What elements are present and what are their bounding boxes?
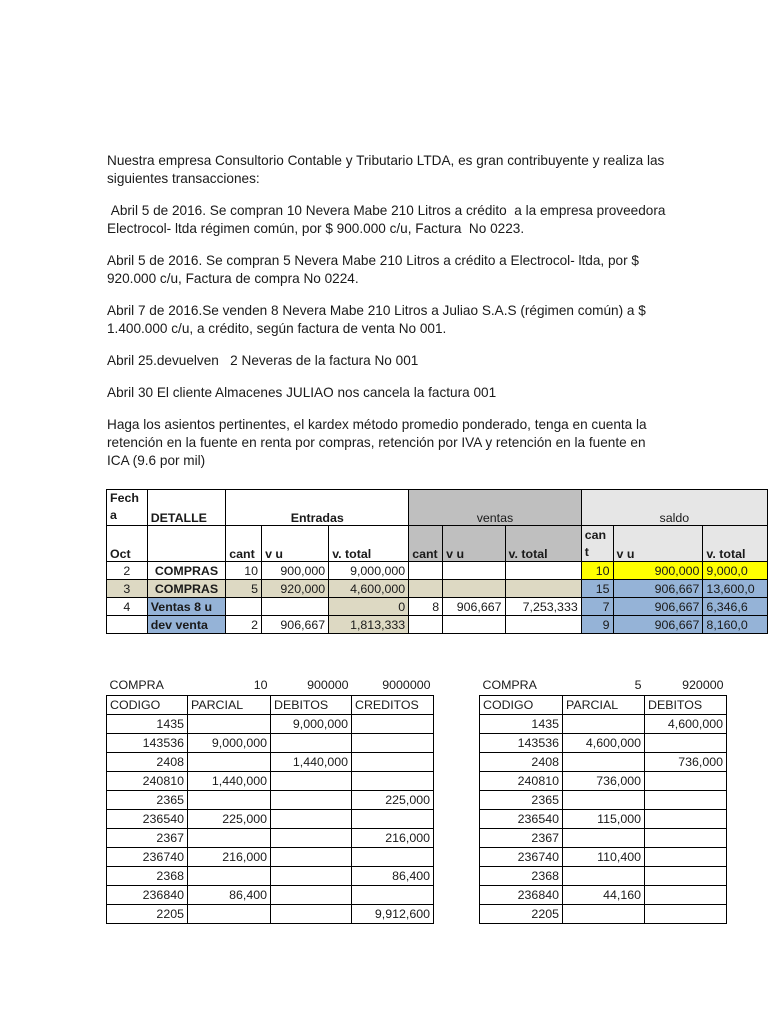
kardex-header-row-1 [107,490,768,526]
journal-row [480,771,727,790]
parcial-cell: 115,000 [563,809,645,828]
fecha-cell [107,616,148,634]
journal-header-row [107,695,434,714]
entradas-total-cell: 4,600,000 [329,580,409,598]
parcial-cell [563,904,645,923]
ventas-cant-cell [409,616,443,634]
header-saldo-cant: can t [581,526,613,562]
header-codigo: CODIGO [107,695,188,714]
parcial-cell [563,790,645,809]
journal-row [480,790,727,809]
fecha-cell: 3 [107,580,148,598]
journal-row [107,790,434,809]
journal-row [107,828,434,847]
journal-qty: 10 [188,676,271,695]
debitos-cell: 4,600,000 [645,714,727,733]
detalle-cell: dev venta [147,616,226,634]
codigo-cell: 2367 [480,828,563,847]
parcial-cell: 736,000 [563,771,645,790]
codigo-cell: 2408 [480,752,563,771]
debitos-cell [271,828,352,847]
kardex-row [107,598,768,616]
creditos-cell [352,714,434,733]
journal-title: COMPRA [480,676,563,695]
creditos-cell [352,733,434,752]
journal-row [480,847,727,866]
kardex-row [107,562,768,580]
creditos-cell: 216,000 [352,828,434,847]
parcial-cell [188,866,271,885]
codigo-cell: 236740 [480,847,563,866]
header-fecha: Fech a [107,490,148,526]
parcial-cell [563,866,645,885]
journal-total: 9000000 [352,676,434,695]
journal-title: COMPRA [107,676,188,695]
journal-row [107,752,434,771]
kardex-table [106,489,768,634]
saldo-vu-cell: 906,667 [613,580,703,598]
header-oct: Oct [107,526,148,562]
journal-unit-price: 900000 [271,676,352,695]
debitos-cell [271,771,352,790]
saldo-vu-cell: 906,667 [613,598,703,616]
parcial-cell [188,714,271,733]
parcial-cell: 4,600,000 [563,733,645,752]
parcial-cell: 9,000,000 [188,733,271,752]
detalle-cell: COMPRAS [147,562,226,580]
ventas-vu-cell: 906,667 [443,598,505,616]
journal-row [480,828,727,847]
kardex-header-row-2 [107,526,768,562]
kardex-row [107,616,768,634]
codigo-cell: 240810 [480,771,563,790]
journal-title-row [107,676,434,695]
header-creditos: CREDITOS [352,695,434,714]
parcial-cell [563,714,645,733]
ventas-total-cell [505,580,581,598]
header-detalle-empty [147,526,226,562]
codigo-cell: 143536 [480,733,563,752]
entradas-cant-cell: 5 [226,580,262,598]
codigo-cell: 2408 [107,752,188,771]
ventas-total-cell [505,616,581,634]
entradas-vu-cell: 900,000 [262,562,329,580]
journal-row [480,904,727,923]
journal-row [107,847,434,866]
header-parcial: PARCIAL [188,695,271,714]
saldo-total-cell: 8,160,0 [703,616,768,634]
debitos-cell [645,809,727,828]
debitos-cell [271,847,352,866]
journal-row [107,714,434,733]
debitos-cell [645,866,727,885]
entradas-cant-cell: 2 [226,616,262,634]
header-entradas-vtotal: v. total [329,526,409,562]
ventas-cant-cell [409,562,443,580]
journal-row [480,714,727,733]
header-parcial: PARCIAL [563,695,645,714]
debitos-cell [271,809,352,828]
parcial-cell [188,904,271,923]
codigo-cell: 236540 [480,809,563,828]
entradas-vu-cell [262,598,329,616]
journal-row [107,771,434,790]
paragraph-transaction-2: Abril 5 de 2016. Se compran 5 Nevera Mabe 210 Litros a crédito a Electrocol- ltda, por $ 920.000 c/u, Factura de compra No 0224. [107,253,639,286]
ventas-vu-cell [443,616,505,634]
creditos-cell: 86,400 [352,866,434,885]
codigo-cell: 236740 [107,847,188,866]
codigo-cell: 2365 [107,790,188,809]
debitos-cell: 9,000,000 [271,714,352,733]
ventas-cant-cell [409,580,443,598]
parcial-cell [563,828,645,847]
entradas-cant-cell: 10 [226,562,262,580]
debitos-cell [271,733,352,752]
kardex-row [107,580,768,598]
saldo-cant-cell: 9 [581,616,613,634]
entradas-cant-cell [226,598,262,616]
header-entradas-cant: cant [226,526,262,562]
ventas-vu-cell [443,562,505,580]
header-ventas-vu: v u [443,526,505,562]
creditos-cell [352,847,434,866]
saldo-total-cell: 9,000,0 [703,562,768,580]
journal-header-row [480,695,727,714]
header-debitos: DEBITOS [645,695,727,714]
creditos-cell: 225,000 [352,790,434,809]
codigo-cell: 2368 [480,866,563,885]
journal-row [107,904,434,923]
journal-row [480,752,727,771]
debitos-cell [271,790,352,809]
creditos-cell [352,752,434,771]
parcial-cell: 225,000 [188,809,271,828]
paragraph-transaction-5: Abril 30 El cliente Almacenes JULIAO nos cancela la factura 001 [107,385,497,400]
codigo-cell: 236840 [480,885,563,904]
codigo-cell: 1435 [480,714,563,733]
saldo-cant-cell: 10 [581,562,613,580]
parcial-cell: 1,440,000 [188,771,271,790]
header-saldo-vu: v u [613,526,703,562]
parcial-cell [188,828,271,847]
journal-unit-price: 920000 [645,676,727,695]
paragraph-transaction-1: Abril 5 de 2016. Se compran 10 Nevera Mabe 210 Litros a crédito a la empresa proveedora Electrocol- ltda régimen común, por $ 900.000 c/u, Factura No 0223. [107,203,673,236]
detalle-cell: COMPRAS [147,580,226,598]
detalle-cell: Ventas 8 u [147,598,226,616]
fecha-cell: 4 [107,598,148,616]
parcial-cell: 216,000 [188,847,271,866]
codigo-cell: 236840 [107,885,188,904]
paragraph-instructions: Haga los asientos pertinentes, el kardex método promedio ponderado, tenga en cuenta la retención en la fuente en renta por compras, retención por IVA y retención en la fuente en ICA (9.6 por mil) [107,417,647,468]
journal-qty: 5 [563,676,645,695]
debitos-cell [645,771,727,790]
paragraph-transaction-3: Abril 7 de 2016.Se venden 8 Nevera Mabe 210 Litros a Juliao S.A.S (régimen común) a $ 1.400.000 c/u, a crédito, según factura de venta No 001. [107,303,646,336]
debitos-cell [271,904,352,923]
problem-statement [107,152,673,484]
saldo-vu-cell: 900,000 [613,562,703,580]
parcial-cell: 44,160 [563,885,645,904]
codigo-cell: 2205 [480,904,563,923]
creditos-cell [352,771,434,790]
paragraph-intro: Nuestra empresa Consultorio Contable y Tributario LTDA, es gran contribuyente y realiza las siguientes transacciones: [107,153,665,186]
codigo-cell: 2365 [480,790,563,809]
journal-entry-compra-2 [479,676,727,924]
entradas-total-cell: 1,813,333 [329,616,409,634]
header-ventas-cant: cant [409,526,443,562]
saldo-cant-cell: 15 [581,580,613,598]
header-ventas-vtotal: v. total [505,526,581,562]
header-saldo: saldo [581,490,767,526]
debitos-cell [645,733,727,752]
codigo-cell: 2205 [107,904,188,923]
journal-row [107,809,434,828]
journal-row [480,885,727,904]
header-saldo-vtotal: v. total [703,526,768,562]
creditos-cell [352,885,434,904]
journal-entry-compra-1 [106,676,434,924]
creditos-cell: 9,912,600 [352,904,434,923]
codigo-cell: 2368 [107,866,188,885]
journal-row [107,733,434,752]
ventas-cant-cell: 8 [409,598,443,616]
debitos-cell [645,885,727,904]
parcial-cell [188,752,271,771]
header-entradas-vu: v u [262,526,329,562]
header-codigo: CODIGO [480,695,563,714]
codigo-cell: 1435 [107,714,188,733]
debitos-cell [645,847,727,866]
journal-row [107,885,434,904]
codigo-cell: 2367 [107,828,188,847]
fecha-cell: 2 [107,562,148,580]
ventas-total-cell: 7,253,333 [505,598,581,616]
parcial-cell [188,790,271,809]
journal-row [107,866,434,885]
journal-row [480,809,727,828]
codigo-cell: 236540 [107,809,188,828]
codigo-cell: 240810 [107,771,188,790]
header-debitos: DEBITOS [271,695,352,714]
saldo-total-cell: 13,600,0 [703,580,768,598]
debitos-cell [271,866,352,885]
entradas-vu-cell: 920,000 [262,580,329,598]
codigo-cell: 143536 [107,733,188,752]
debitos-cell [271,885,352,904]
paragraph-transaction-4: Abril 25.devuelven 2 Neveras de la factura No 001 [107,353,419,368]
saldo-vu-cell: 906,667 [613,616,703,634]
parcial-cell: 86,400 [188,885,271,904]
journal-row [480,733,727,752]
parcial-cell [563,752,645,771]
debitos-cell: 1,440,000 [271,752,352,771]
ventas-total-cell [505,562,581,580]
journal-title-row [480,676,727,695]
parcial-cell: 110,400 [563,847,645,866]
debitos-cell [645,828,727,847]
entradas-total-cell: 9,000,000 [329,562,409,580]
debitos-cell: 736,000 [645,752,727,771]
debitos-cell [645,790,727,809]
entradas-total-cell: 0 [329,598,409,616]
saldo-cant-cell: 7 [581,598,613,616]
debitos-cell [645,904,727,923]
entradas-vu-cell: 906,667 [262,616,329,634]
journal-row [480,866,727,885]
header-detalle: DETALLE [147,490,226,526]
saldo-total-cell: 6,346,6 [703,598,768,616]
header-ventas: ventas [409,490,582,526]
header-entradas: Entradas [226,490,409,526]
creditos-cell [352,809,434,828]
ventas-vu-cell [443,580,505,598]
